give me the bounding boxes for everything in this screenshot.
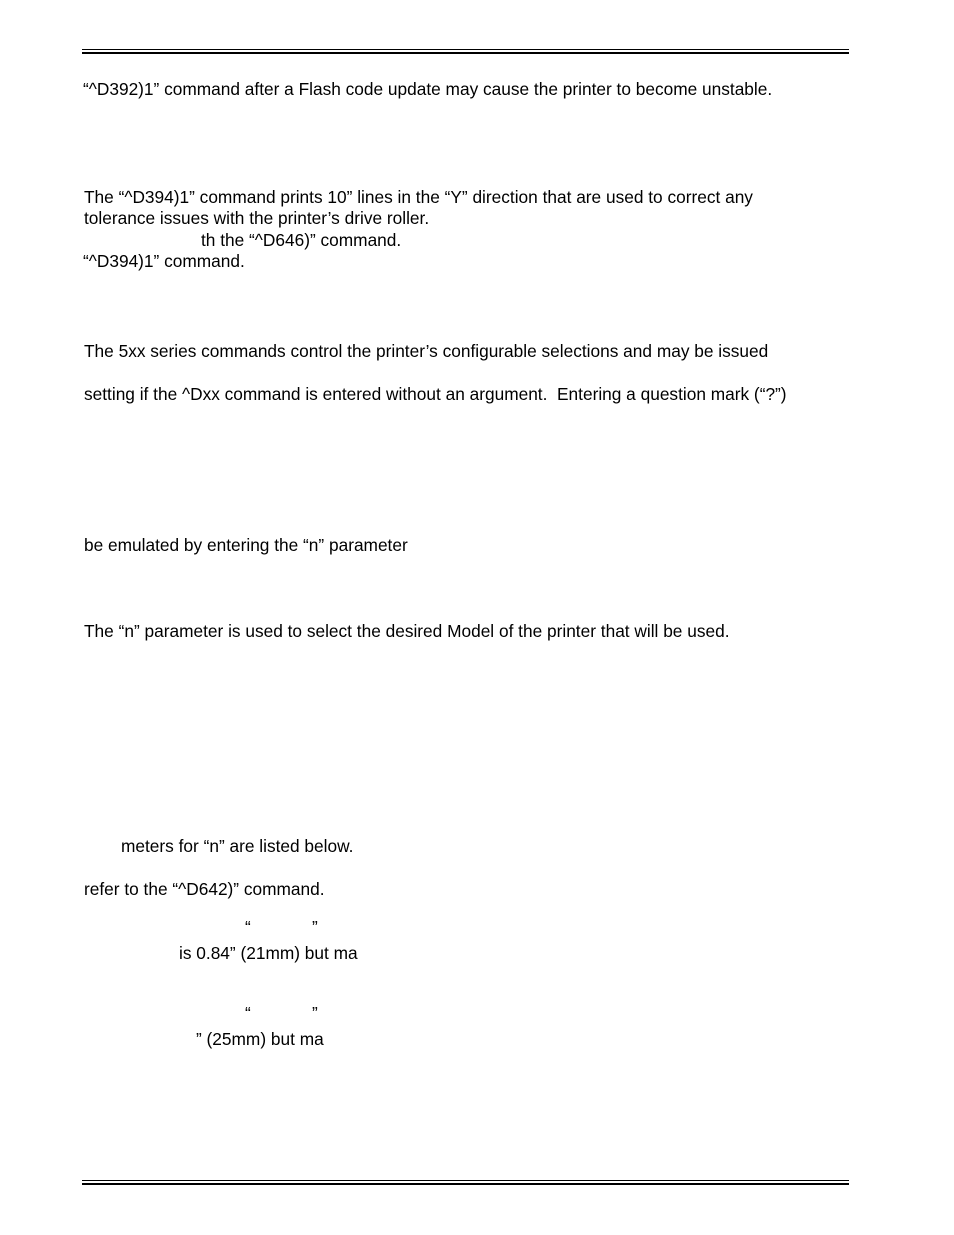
text-line-dxx-setting: setting if the ^Dxx command is entered without an argument. Entering a question mark (“?”) — [84, 384, 787, 404]
text-line-5xx-series: The 5xx series commands control the printer’s configurable selections and may be issued — [84, 341, 769, 361]
text-line-d642-ref: refer to the “^D642)” command. — [84, 879, 325, 899]
text-line-25mm: ” (25mm) but ma — [196, 1029, 324, 1049]
footer-rule — [82, 1180, 849, 1185]
open-quote-1: “ — [245, 917, 251, 937]
text-line-flash-warning: “^D392)1” command after a Flash code update may cause the printer to become unstable. — [83, 79, 773, 99]
header-rule — [82, 49, 849, 54]
text-line-d394-command: “^D394)1” command. — [83, 251, 245, 271]
text-line-n-parameter: The “n” parameter is used to select the desired Model of the printer that will be used. — [84, 621, 730, 641]
open-quote-2: “ — [245, 1003, 251, 1023]
text-line-084-inch: is 0.84” (21mm) but ma — [179, 943, 358, 963]
text-line-d394-description: The “^D394)1” command prints 10” lines in the “Y” direction that are used to correct any — [84, 187, 753, 207]
text-line-d646-ref: th the “^D646)” command. — [201, 230, 402, 250]
close-quote-2: ” — [312, 1003, 318, 1023]
text-line-emulated: be emulated by entering the “n” parameter — [84, 535, 408, 555]
close-quote-1: ” — [312, 917, 318, 937]
text-line-tolerance: tolerance issues with the printer’s drive roller. — [84, 208, 430, 228]
text-line-parameters-listed: meters for “n” are listed below. — [121, 836, 354, 856]
